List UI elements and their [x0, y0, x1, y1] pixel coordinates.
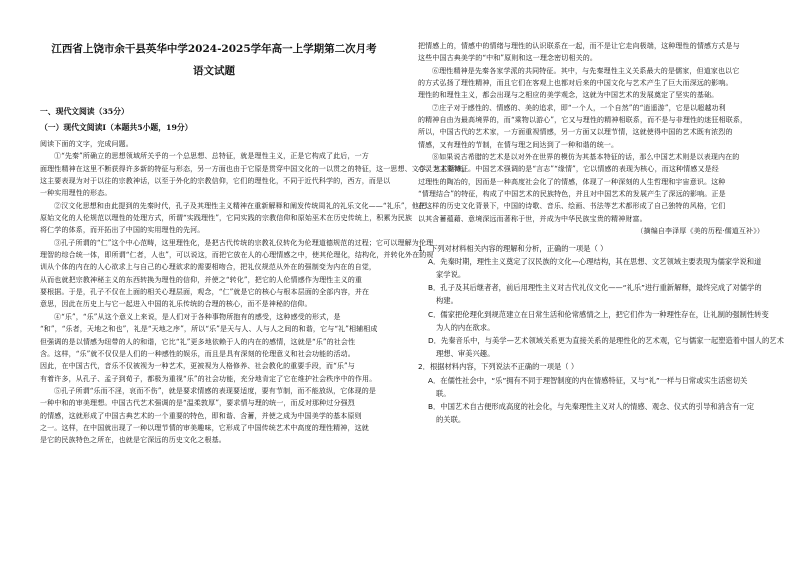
passage-line: 情感，又有理性的节制，在情与理之间达到了一种和谐的统一。 — [418, 140, 619, 149]
passage-line: 要根据。于是，孔子不仅在上面的相关心理层面，观念，“仁”就是它的核心与根本层面的全部内容，并在 — [40, 288, 370, 297]
passage-line: 原始文化的人伦规范以理性的处理方式，所谓“实践理性”，它同实践的宗教信仰和原始巫术在历史传统上，积累为民族 — [40, 214, 413, 223]
passage-right — [418, 40, 768, 225]
section-heading: 一、现代文阅读（35分） — [40, 107, 129, 116]
paper-subtitle: 语文试题 — [193, 65, 235, 77]
passage-line: 一种实用理性的形态。 — [40, 189, 112, 198]
question-option: 为人的内在欲求。 — [436, 322, 495, 332]
passage-line: 是它的民族特色之所在，也就是它深远的历史文化之根基。 — [40, 436, 226, 445]
passage-line: ④“乐”，“乐”从这个意义上来说，是人们对于各种事物所抱有的感受，这种感受的形式，是 — [54, 312, 341, 321]
passage-line: “和”，“乐者，天地之和也”，礼是“天地之序”，所以“乐”是天与人、人与人之间的和谐，它与“礼”相辅相成 — [40, 325, 378, 334]
passage-line: 理性的和理性主义，都会出现与之相应的美学观念，这就为中国艺术的发展奠定了坚实的基础。 — [418, 91, 719, 100]
passage-line: ②汉文化思想和由此提到的先秦时代，孔子及其理性主义精神在重新解释和阐发传统周礼的礼乐文化——“礼乐”，他把 — [54, 201, 427, 210]
passage-line: 意思，因此在历史上与它一起进入中国的礼乐传统的合理的核心，而不是神秘的信仰。 — [40, 300, 312, 309]
passage-line: 从而也就把宗教神秘主义的东西转换为理性的信仰，并使之“转化”，把它的人伦情感作为理性主义的重 — [40, 275, 363, 284]
passage-line: 在这样的历史文化背景下，中国的诗歌、音乐、绘画、书法等艺术都形成了自己独特的风格，它们 — [418, 202, 726, 211]
passage-line: 有着许多，从孔子、孟子到荀子，都极为重视“乐”的社会功能，充分地肯定了它在维护社会秩序中的作用。 — [40, 374, 377, 383]
passage-line: 这主要表现为对于以往的宗教神话，以至于外化的宗教信仰，它们的理性化，不同于近代科学的，西方，而是以 — [40, 177, 391, 186]
passage-line: ⑦庄子对于感性的、情感的、美的追求，即“一个人，一个自然”的“逍遥游”，它是以超越功利 — [432, 103, 726, 112]
question-option: 家学说。 — [436, 269, 466, 279]
passage-line: 所以，中国古代的艺术家，一方面重视情感，另一方面又以理节情，这就使得中国的艺术既有浓烈的 — [418, 128, 733, 137]
passage-line: 之一。这样，在中国就出现了一种以理节情的审美趣味，它形成了中国传统艺术中高度的理性精神，这就 — [40, 423, 369, 432]
question-option: 联。 — [436, 388, 451, 398]
passage-line: 过理性的陶冶的，因而是一种高度社会化了的情感，体现了一种深刻的人生哲理和宇宙意识。这种 — [418, 177, 726, 186]
passage-line: “情理结合”的特征，构成了中国艺术的民族特色，并且对中国艺术的发展产生了深远的影响。正是 — [418, 190, 726, 199]
question-option: 构建。 — [436, 296, 458, 306]
passage-line: 的精神自由为最高境界的，而“乘物以游心”，它又与理性的精神相联系，而不是与非理性的迷狂相联系， — [418, 116, 748, 125]
question-option: B．孔子及其后继者者，前后用理性主义对古代礼仪文化——“礼乐”进行重新解释，最终完成了对儒学的 — [428, 283, 762, 293]
question-option: B．中国艺术自古便形成高度的社会化，与先秦理性主义对人的情感、观念、仪式的引导和消含有一定 — [428, 401, 755, 411]
passage-source: （摘编自李泽厚《美的历程·儒道互补》） — [636, 227, 764, 236]
passage-line: 将仁学的体系，而开拓出了中国的实用理性的先河。 — [40, 226, 205, 235]
passage-line: 含。这样，“乐”就不仅仅是人们的一种感性的娱乐，而且是具有深刻的伦理意义和社会功能的活动。 — [40, 349, 355, 358]
passage-line: 训从个体的内在的人心欲求上与自己的心理欲求的需要相吻合，把礼仪规范从外在的强制变为内在的自觉， — [40, 263, 377, 272]
passage-line: 的情感，这就形成了中国古典艺术的一个重要的特色，即和谐、含蓄，并使之成为中国美学的基本原则 — [40, 411, 362, 420]
passage-line: 以其含蓄蕴藉、意境深远而著称于世，并成为中华民族宝贵的精神财富。 — [418, 214, 647, 223]
passage-line: ⑥理性精神是先秦各家学派的共同特征。其中，与先秦理性主义关系最大的是儒家，但道家也以它 — [432, 66, 740, 75]
question-stem: 1．下列对材料相关内容的理解和分析，正确的一项是（ ） — [418, 243, 608, 253]
passage-line: 这些中国古典美学的“中和”原则和这一理念密切相关的。 — [418, 54, 598, 63]
section-subheading: （一）现代文阅读Ⅰ（本题共5小题，19分） — [40, 123, 193, 132]
reading-instruction: 阅读下面的文字，完成问题。 — [40, 140, 133, 148]
passage-line: 一种中和的审美理想。中国古代艺术强调的是“温柔敦厚”，要求情与理的统一，而反对那种过分强烈 — [40, 399, 355, 408]
passage-line: 心灵为主要特征。中国艺术强调的是“言志”“缘情”，它以情感的表现为核心，而这种情感又是经 — [418, 165, 719, 174]
question-option: D．先秦音乐中，与美学—艺术领域关系更为直接关系的是理性化的艺术观，它与儒家一起塑造着中国人的艺术 — [428, 335, 784, 345]
passage-line: ①“先秦”所确立的思想领域所关乎的一个总思想、总特征，就是理性主义，正是它构成了此后，一方 — [54, 152, 369, 161]
passage-line: ⑤孔子所谓“乐而不淫，哀而不伤”，就是要求情感的表现要适度，要有节制，而不能放纵，它体现的是 — [54, 386, 377, 395]
passage-line: 面理性精神在这里不断获得许多新的特征与形态，另一方面也由于它原是贯穿中国文化的一以贯之的特征，这一思想、文学、艺术领域， — [40, 164, 469, 173]
paper-title: 江西省上饶市余干县英华中学2024-2025学年高一上学期第二次月考 — [51, 43, 377, 55]
passage-line: 的方式弘扬了理性精神，而且它们在客观上也都对后来的中国文化与艺术产生了巨大而深远的影响。 — [418, 79, 733, 88]
passage-line: 但强调的是以情感为纽带的人的和谐，它比“礼”更多地依赖于人的内在的感情，这就是“乐”的社会性 — [40, 337, 356, 346]
passage-line: ⑧如果说古希腊的艺术是以对外在世界的模仿为其基本特征的话，那么中国艺术则是以表现内在的 — [432, 153, 740, 162]
question-option: 理想、审美兴趣。 — [436, 349, 495, 359]
passage-line: 理智的综合统一体，即所谓“仁者，人也”，可以说这，而把它放在人的心理情感之中，使其伦理化，结构化，并转化外在的规 — [40, 251, 434, 260]
question-option: A．在儒性社会中，“乐”拥有不同于理智制度的内在情感特征，又与“礼”一样与日常或实生活密切关 — [428, 375, 748, 385]
question-option: C．儒家把伦理化到规范建立在日常生活和伦常感情之上，把它们作为一种理性存在，让礼制的强制性转变 — [428, 309, 769, 319]
question-option: A．先秦时期，理性主义奠定了汉民族的文化—心理结构，其在思想、文艺领域主要表现为儒家学说和道 — [428, 256, 762, 266]
right-column — [418, 0, 784, 562]
question-option: 的关联。 — [436, 415, 466, 425]
passage-line: ③孔子所谓的“仁”这个中心范畴，这里理性化，是把古代传统的宗教礼仪转化为伦理道德规范的过程；它可以理解为伦理 — [54, 238, 434, 247]
passage-line: 因此，在中国古代，音乐不仅被视为一种艺术，更被视为人格修养、社会教化的重要手段，而“乐”与 — [40, 362, 355, 371]
question-list — [418, 242, 784, 427]
question-stem: 2．根据材料内容，下列说法不正确的一项是（ ） — [418, 362, 579, 372]
passage-line: 把情感上的，情感中的情绪与理性的认识联系在一起，而不是让它走向极端，这种理性的情感方式是与 — [418, 42, 740, 50]
